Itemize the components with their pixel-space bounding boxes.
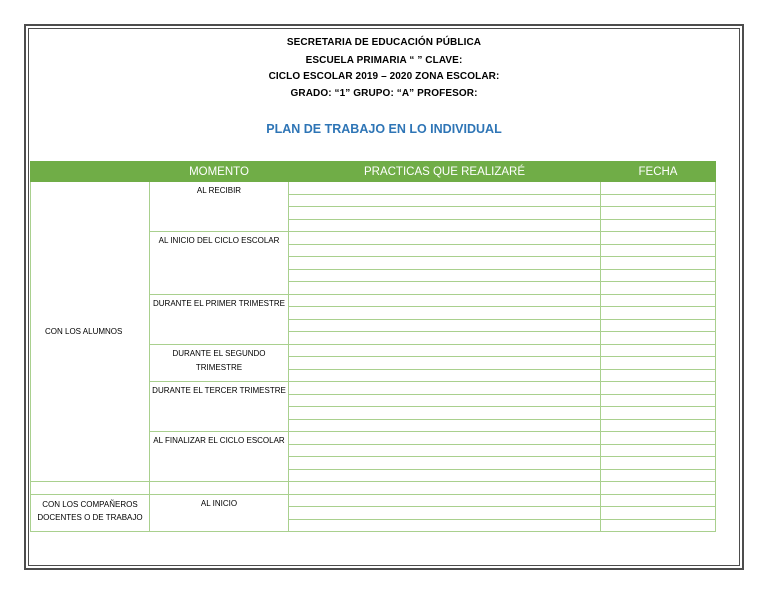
- table-row: [31, 482, 716, 495]
- date-cell[interactable]: [601, 182, 716, 195]
- work-plan-table: [30, 161, 716, 532]
- date-cell[interactable]: [601, 469, 716, 482]
- category-cell-companeros: [31, 494, 150, 532]
- date-cell[interactable]: [601, 357, 716, 370]
- practice-cell[interactable]: [289, 307, 601, 320]
- column-header-momento: MOMENTO: [150, 162, 289, 182]
- practice-cell[interactable]: [289, 332, 601, 345]
- category-label: CON LOS COMPAÑEROS DOCENTES O DE TRABAJO: [37, 499, 143, 522]
- practice-cell[interactable]: [289, 269, 601, 282]
- date-cell[interactable]: [601, 257, 716, 270]
- date-cell[interactable]: [601, 269, 716, 282]
- momento-label: AL RECIBIR: [196, 186, 242, 195]
- date-cell[interactable]: [601, 294, 716, 307]
- date-cell[interactable]: [601, 307, 716, 320]
- header-blank-cell: [31, 162, 150, 182]
- practice-cell[interactable]: [289, 519, 601, 532]
- date-cell[interactable]: [601, 419, 716, 432]
- header-line-1: SECRETARIA DE EDUCACIÓN PÚBLICA: [286, 37, 482, 48]
- momento-cell: [150, 494, 289, 532]
- practice-cell[interactable]: [289, 469, 601, 482]
- column-header-fecha: FECHA: [601, 162, 716, 182]
- practice-cell[interactable]: [289, 494, 601, 507]
- date-cell[interactable]: [601, 282, 716, 295]
- practice-cell[interactable]: [289, 482, 601, 495]
- date-cell[interactable]: [601, 232, 716, 245]
- momento-cell: [150, 382, 289, 432]
- table-header-row: [31, 162, 716, 182]
- date-cell[interactable]: [601, 332, 716, 345]
- practice-cell[interactable]: [289, 407, 601, 420]
- plan-title: PLAN DE TRABAJO EN LO INDIVIDUAL: [266, 122, 502, 136]
- momento-label: AL INICIO DEL CICLO ESCOLAR: [158, 236, 280, 245]
- practice-cell[interactable]: [289, 232, 601, 245]
- practice-cell[interactable]: [289, 369, 601, 382]
- practice-cell[interactable]: [289, 319, 601, 332]
- practice-cell[interactable]: [289, 282, 601, 295]
- practice-cell[interactable]: [289, 219, 601, 232]
- date-cell[interactable]: [601, 457, 716, 470]
- practice-cell[interactable]: [289, 344, 601, 357]
- date-cell[interactable]: [601, 219, 716, 232]
- date-cell[interactable]: [601, 482, 716, 495]
- date-cell[interactable]: [601, 319, 716, 332]
- date-cell[interactable]: [601, 244, 716, 257]
- column-header-practicas: PRACTICAS QUE REALIZARÉ: [289, 162, 601, 182]
- practice-cell[interactable]: [289, 182, 601, 195]
- date-cell[interactable]: [601, 394, 716, 407]
- momento-cell: [150, 432, 289, 482]
- date-cell[interactable]: [601, 519, 716, 532]
- practice-cell[interactable]: [289, 257, 601, 270]
- date-cell[interactable]: [601, 344, 716, 357]
- practice-cell[interactable]: [289, 444, 601, 457]
- header-line-2: ESCUELA PRIMARIA “ ” CLAVE:: [305, 55, 463, 66]
- table-row: [31, 182, 716, 195]
- header-line-4: GRADO: “1” GRUPO: “A” PROFESOR:: [290, 88, 478, 99]
- practice-cell[interactable]: [289, 507, 601, 520]
- practice-cell[interactable]: [289, 419, 601, 432]
- date-cell[interactable]: [601, 194, 716, 207]
- practice-cell[interactable]: [289, 207, 601, 220]
- momento-cell: [150, 182, 289, 232]
- date-cell[interactable]: [601, 207, 716, 220]
- practice-cell[interactable]: [289, 394, 601, 407]
- momento-label: DURANTE EL PRIMER TRIMESTRE: [152, 298, 285, 308]
- date-cell[interactable]: [601, 432, 716, 445]
- momento-label: AL FINALIZAR EL CICLO ESCOLAR: [153, 436, 285, 445]
- momento-cell: [150, 232, 289, 295]
- momento-label: DURANTE EL SEGUNDO TRIMESTRE: [172, 348, 266, 372]
- date-cell[interactable]: [601, 382, 716, 395]
- practice-cell[interactable]: [289, 244, 601, 257]
- practice-cell[interactable]: [289, 432, 601, 445]
- date-cell[interactable]: [601, 507, 716, 520]
- header-line-3: CICLO ESCOLAR 2019 – 2020 ZONA ESCOLAR:: [268, 71, 500, 82]
- practice-cell[interactable]: [289, 194, 601, 207]
- blank-cell: [150, 482, 289, 495]
- date-cell[interactable]: [601, 444, 716, 457]
- category-cell-alumnos: [31, 182, 150, 482]
- date-cell[interactable]: [601, 494, 716, 507]
- practice-cell[interactable]: [289, 294, 601, 307]
- momento-cell: [150, 344, 289, 382]
- blank-cell: [31, 482, 150, 495]
- momento-label: DURANTE EL TERCER TRIMESTRE: [152, 386, 286, 395]
- practice-cell[interactable]: [289, 382, 601, 395]
- momento-label: AL INICIO: [200, 498, 238, 508]
- date-cell[interactable]: [601, 369, 716, 382]
- practice-cell[interactable]: [289, 457, 601, 470]
- practice-cell[interactable]: [289, 357, 601, 370]
- table-row: [31, 494, 716, 507]
- date-cell[interactable]: [601, 407, 716, 420]
- momento-cell: [150, 294, 289, 344]
- category-label: CON LOS ALUMNOS: [45, 327, 123, 336]
